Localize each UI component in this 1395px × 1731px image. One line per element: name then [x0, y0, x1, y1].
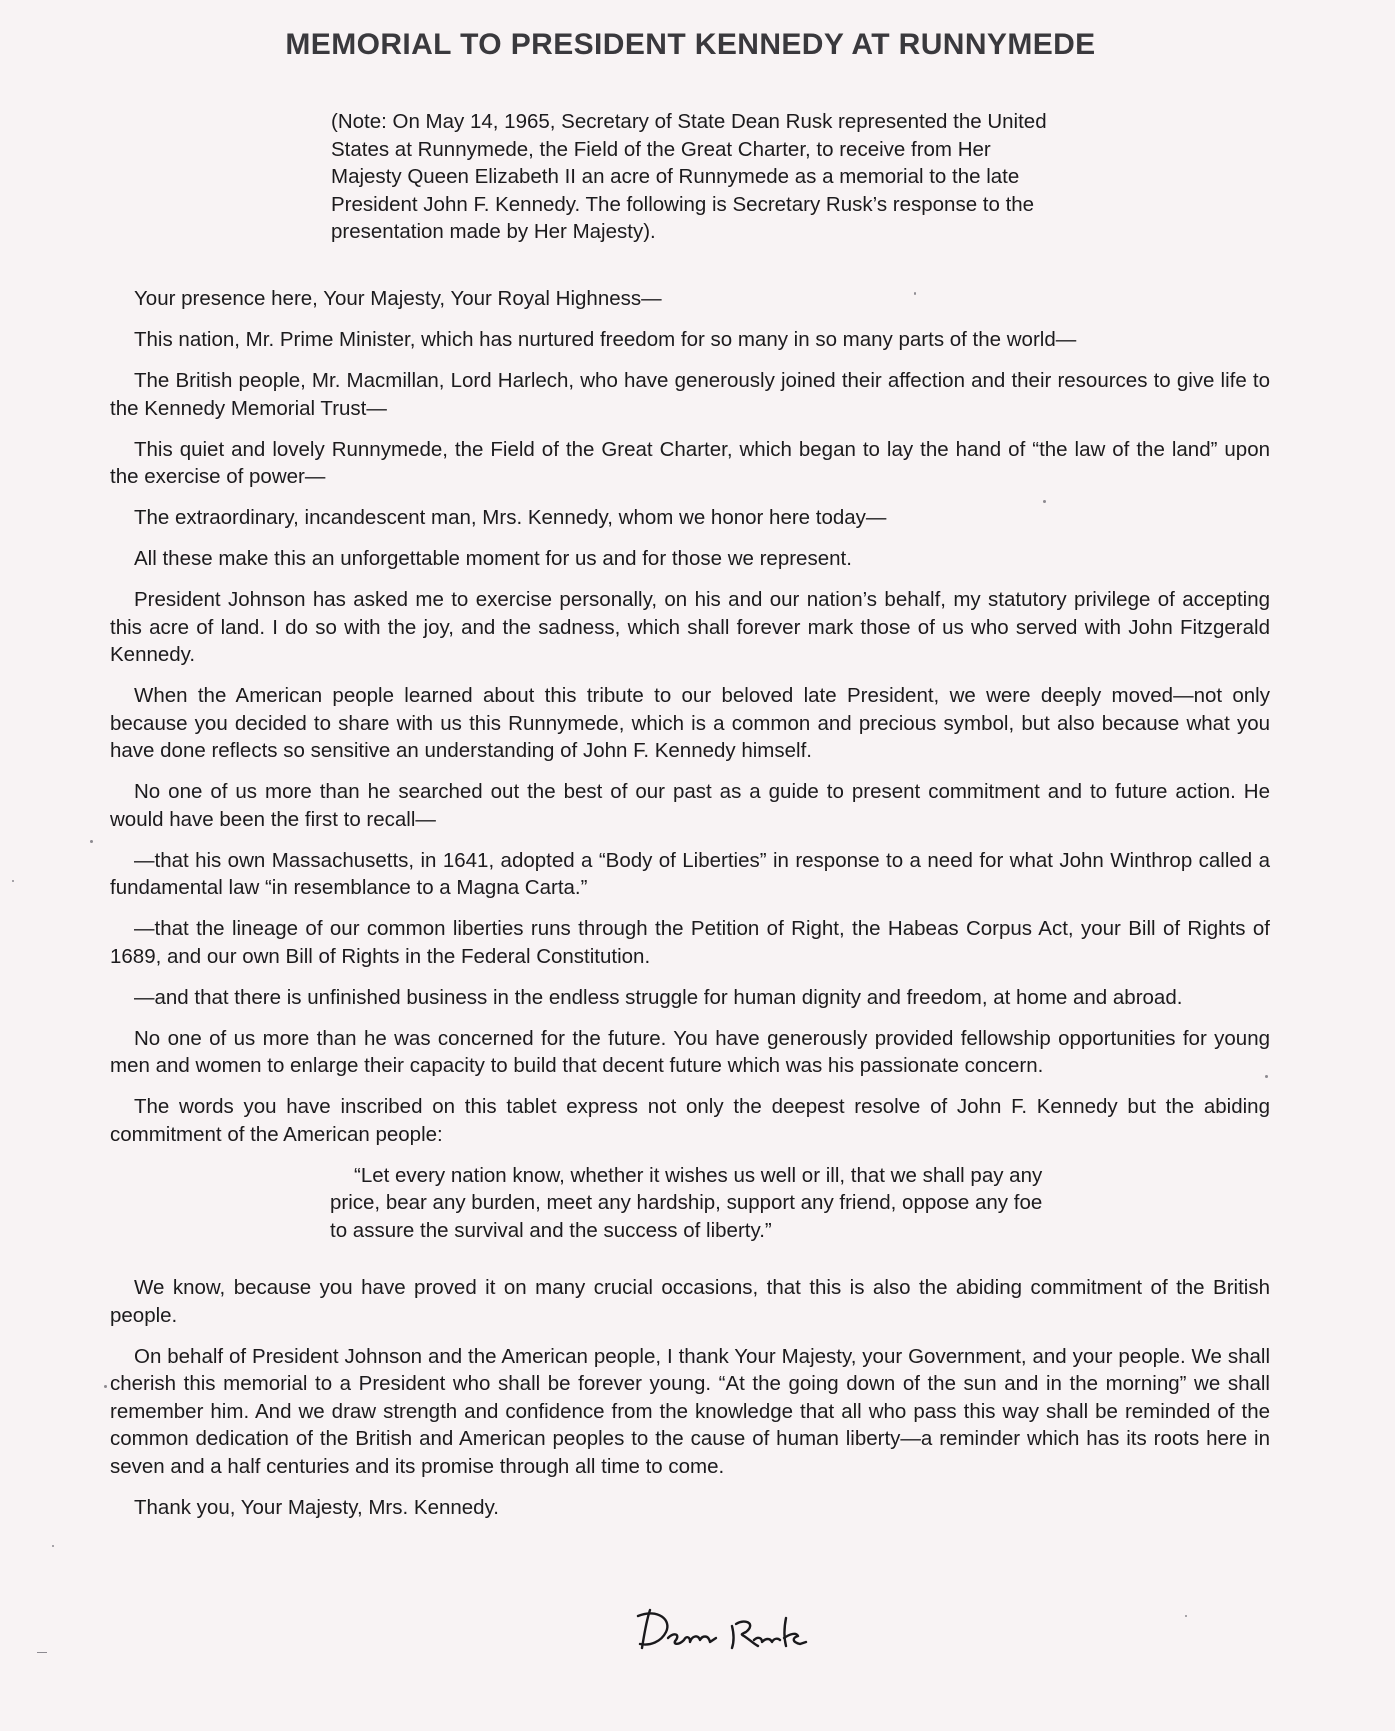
speech-paragraph: President Johnson has asked me to exercise personally, on his and our nation’s behalf, my statutory privilege of accepting this acre of land. I do so with the joy, and the sadness, which shall forever mark those of us who served with John Fitzgerald Kennedy.	[110, 588, 1270, 666]
scan-speck	[52, 1545, 54, 1547]
speech-body	[110, 285, 1270, 1535]
speech-paragraph: When the American people learned about this tribute to our beloved late President, we were deeply moved—not only because you decided to share with us this Runnymede, which is a common and precious symbol, but also because what you have done reflects so sensitive an understanding of John F. Kennedy himself.	[110, 684, 1270, 762]
speech-paragraph: All these make this an unforgettable moment for us and for those we represent.	[134, 547, 852, 570]
inaugural-quote: “Let every nation know, whether it wishes us well or ill, that we shall pay any price, bear any burden, meet any hardship, support any friend, oppose any foe to assure the survival and the success of liberty.”	[330, 1163, 1043, 1242]
speech-paragraph: This quiet and lovely Runnymede, the Field of the Great Charter, which began to lay the hand of “the law of the land” upon the exercise of power—	[110, 437, 1270, 488]
speech-paragraph: No one of us more than he was concerned for the future. You have generously provided fellowship opportunities for young men and women to enlarge their capacity to build that decent future which was his passionate concern.	[110, 1026, 1270, 1077]
scan-speck	[90, 840, 93, 843]
speech-paragraph: No one of us more than he searched out the best of our past as a guide to present commitment and to future action. He would have been the first to recall—	[110, 780, 1270, 831]
speech-paragraph: Your presence here, Your Majesty, Your Royal Highness—	[134, 287, 662, 310]
editorial-note: (Note: On May 14, 1965, Secretary of State Dean Rusk represented the United States at Runnymede, the Field of the Great Charter, to receive from Her Majesty Queen Elizabeth II an acre of Runnymede as a memorial to the late President John F. Kennedy. The following is Secretary Rusk’s response to the presentation made by Her Majesty).	[331, 110, 1047, 243]
scan-speck	[914, 292, 916, 295]
scan-speck	[1265, 1075, 1268, 1078]
document-title: MEMORIAL TO PRESIDENT KENNEDY AT RUNNYMEDE	[285, 28, 1096, 61]
scan-speck	[37, 1652, 47, 1653]
speech-paragraph: —that his own Massachusetts, in 1641, adopted a “Body of Liberties” in response to a need for what John Winthrop called a fundamental law “in resemblance to a Magna Carta.”	[110, 848, 1270, 899]
scan-speck	[104, 1385, 107, 1388]
scan-speck	[12, 880, 14, 882]
closing-line: Thank you, Your Majesty, Mrs. Kennedy.	[134, 1495, 500, 1519]
signature	[628, 1596, 828, 1666]
speech-paragraph: The British people, Mr. Macmillan, Lord Harlech, who have generously joined their affection and their resources to give life to the Kennedy Memorial Trust—	[110, 369, 1270, 420]
speech-paragraph: This nation, Mr. Prime Minister, which has nurtured freedom for so many in so many parts of the world—	[134, 328, 1077, 351]
speech-paragraph: —and that there is unfinished business in the endless struggle for human dignity and freedom, at home and abroad.	[134, 985, 1183, 1009]
scan-speck	[1043, 500, 1046, 503]
speech-paragraph: —that the lineage of our common liberties runs through the Petition of Right, the Habeas Corpus Act, your Bill of Rights of 1689, and our own Bill of Rights in the Federal Constitution.	[110, 917, 1270, 968]
speech-paragraph: The words you have inscribed on this tablet express not only the deepest resolve of John F. Kennedy but the abiding commitment of the American people:	[110, 1095, 1270, 1146]
speech-paragraph: We know, because you have proved it on many crucial occasions, that this is also the abiding commitment of the British people.	[110, 1276, 1270, 1327]
speech-paragraph: On behalf of President Johnson and the American people, I thank Your Majesty, your Government, and your people. We shall cherish this memorial to a President who shall be forever young. “At the going down of the sun and in the morning” we shall remember him. And we draw strength and confidence from the knowledge that all who pass this way shall be reminded of the common dedication of the British and American peoples to the cause of human liberty—a reminder which has its roots here in seven and a half centuries and its promise through all time to come.	[110, 1344, 1270, 1478]
scan-speck	[1185, 1615, 1187, 1617]
speech-paragraph: The extraordinary, incandescent man, Mrs. Kennedy, whom we honor here today—	[134, 506, 887, 529]
